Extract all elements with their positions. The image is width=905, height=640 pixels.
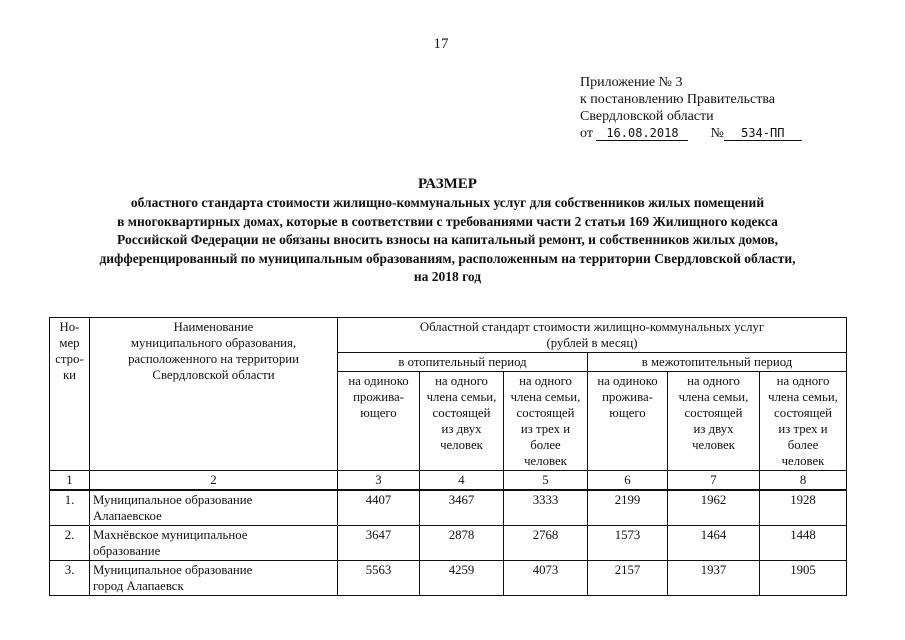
appendix-line-2: к постановлению Правительства xyxy=(580,92,776,107)
header-family-of-two-heating: на одного члена семьи, состоящей из двух человек xyxy=(420,372,504,471)
number-label: № xyxy=(710,126,724,141)
municipality-name: Муниципальное образование Алапаевское xyxy=(90,490,338,526)
table-row xyxy=(50,526,847,561)
value-cell: 2199 xyxy=(588,490,668,526)
row-number: 1. xyxy=(50,490,90,526)
column-number: 7 xyxy=(668,471,760,491)
header-single-resident-non-heating: на одиноко прожива- ющего xyxy=(588,372,668,471)
page-number: 17 xyxy=(433,36,449,52)
value-cell: 2157 xyxy=(588,561,668,596)
header-regional-standard: Областной стандарт стоимости жилищно-коммунальных услуг (рублей в месяц) xyxy=(338,318,847,353)
header-family-of-three-heating: на одного члена семьи, состоящей из трех и более человек xyxy=(504,372,588,471)
column-number: 5 xyxy=(504,471,588,491)
header-family-of-three-non-heating: на одного члена семьи, состоящей из трех и более человек xyxy=(760,372,847,471)
value-cell: 4407 xyxy=(338,490,420,526)
from-label: от xyxy=(580,126,593,141)
subtitle-line: на 2018 год xyxy=(413,269,482,285)
value-cell: 1905 xyxy=(760,561,847,596)
column-number: 8 xyxy=(760,471,847,491)
column-number: 3 xyxy=(338,471,420,491)
document-subtitle xyxy=(40,194,855,287)
header-row-1 xyxy=(50,318,847,353)
value-cell: 1448 xyxy=(760,526,847,561)
value-cell: 2768 xyxy=(504,526,588,561)
value-cell: 4073 xyxy=(504,561,588,596)
header-municipality-name: Наименование муниципального образования, расположенного на территории Свердловской области xyxy=(90,318,338,471)
decree-date: 16.08.2018 xyxy=(596,127,688,141)
appendix-line-3: Свердловской области xyxy=(580,109,714,124)
subtitle-line: в многоквартирных домах, которые в соответствии с требованиями части 2 статьи 169 Жилищного кодекса xyxy=(117,213,778,229)
column-number: 1 xyxy=(50,471,90,491)
appendix-date-line xyxy=(580,125,802,142)
municipality-name: Махнёвское муниципальное образование xyxy=(90,526,338,561)
municipality-name: Муниципальное образование город Алапаевск xyxy=(90,561,338,596)
value-cell: 1937 xyxy=(668,561,760,596)
document-heading xyxy=(40,174,855,287)
standards-table xyxy=(49,317,847,596)
value-cell: 3333 xyxy=(504,490,588,526)
table-row xyxy=(50,490,847,526)
column-number: 6 xyxy=(588,471,668,491)
value-cell: 2878 xyxy=(420,526,504,561)
subtitle-line: дифференцированный по муниципальным образованиям, расположенным на территории Свердловской области, xyxy=(99,250,796,266)
header-non-heating-period: в межотопительный период xyxy=(588,353,847,372)
value-cell: 1573 xyxy=(588,526,668,561)
value-cell: 1464 xyxy=(668,526,760,561)
header-heating-period: в отопительный период xyxy=(338,353,588,372)
appendix-line-1: Приложение № 3 xyxy=(580,75,683,90)
value-cell: 3647 xyxy=(338,526,420,561)
subtitle-line: Российской Федерации не обязаны вносить взносы на капитальный ремонт, и собственников жилых домов, xyxy=(117,232,778,248)
value-cell: 3467 xyxy=(420,490,504,526)
appendix-block xyxy=(580,74,802,142)
column-number: 2 xyxy=(90,471,338,491)
subtitle-line: областного стандарта стоимости жилищно-коммунальных услуг для собственников жилых помещений xyxy=(130,195,765,210)
row-number: 2. xyxy=(50,526,90,561)
table-row xyxy=(50,561,847,596)
header-row-number: Но- мер стро- ки xyxy=(50,318,90,471)
value-cell: 1928 xyxy=(760,490,847,526)
decree-number: 534-ПП xyxy=(724,127,802,141)
document-title: РАЗМЕР xyxy=(418,176,477,192)
column-numbers-row xyxy=(50,471,847,491)
header-single-resident-heating: на одиноко прожива- ющего xyxy=(338,372,420,471)
value-cell: 4259 xyxy=(420,561,504,596)
row-number: 3. xyxy=(50,561,90,596)
column-number: 4 xyxy=(420,471,504,491)
value-cell: 5563 xyxy=(338,561,420,596)
header-family-of-two-non-heating: на одного члена семьи, состоящей из двух человек xyxy=(668,372,760,471)
value-cell: 1962 xyxy=(668,490,760,526)
